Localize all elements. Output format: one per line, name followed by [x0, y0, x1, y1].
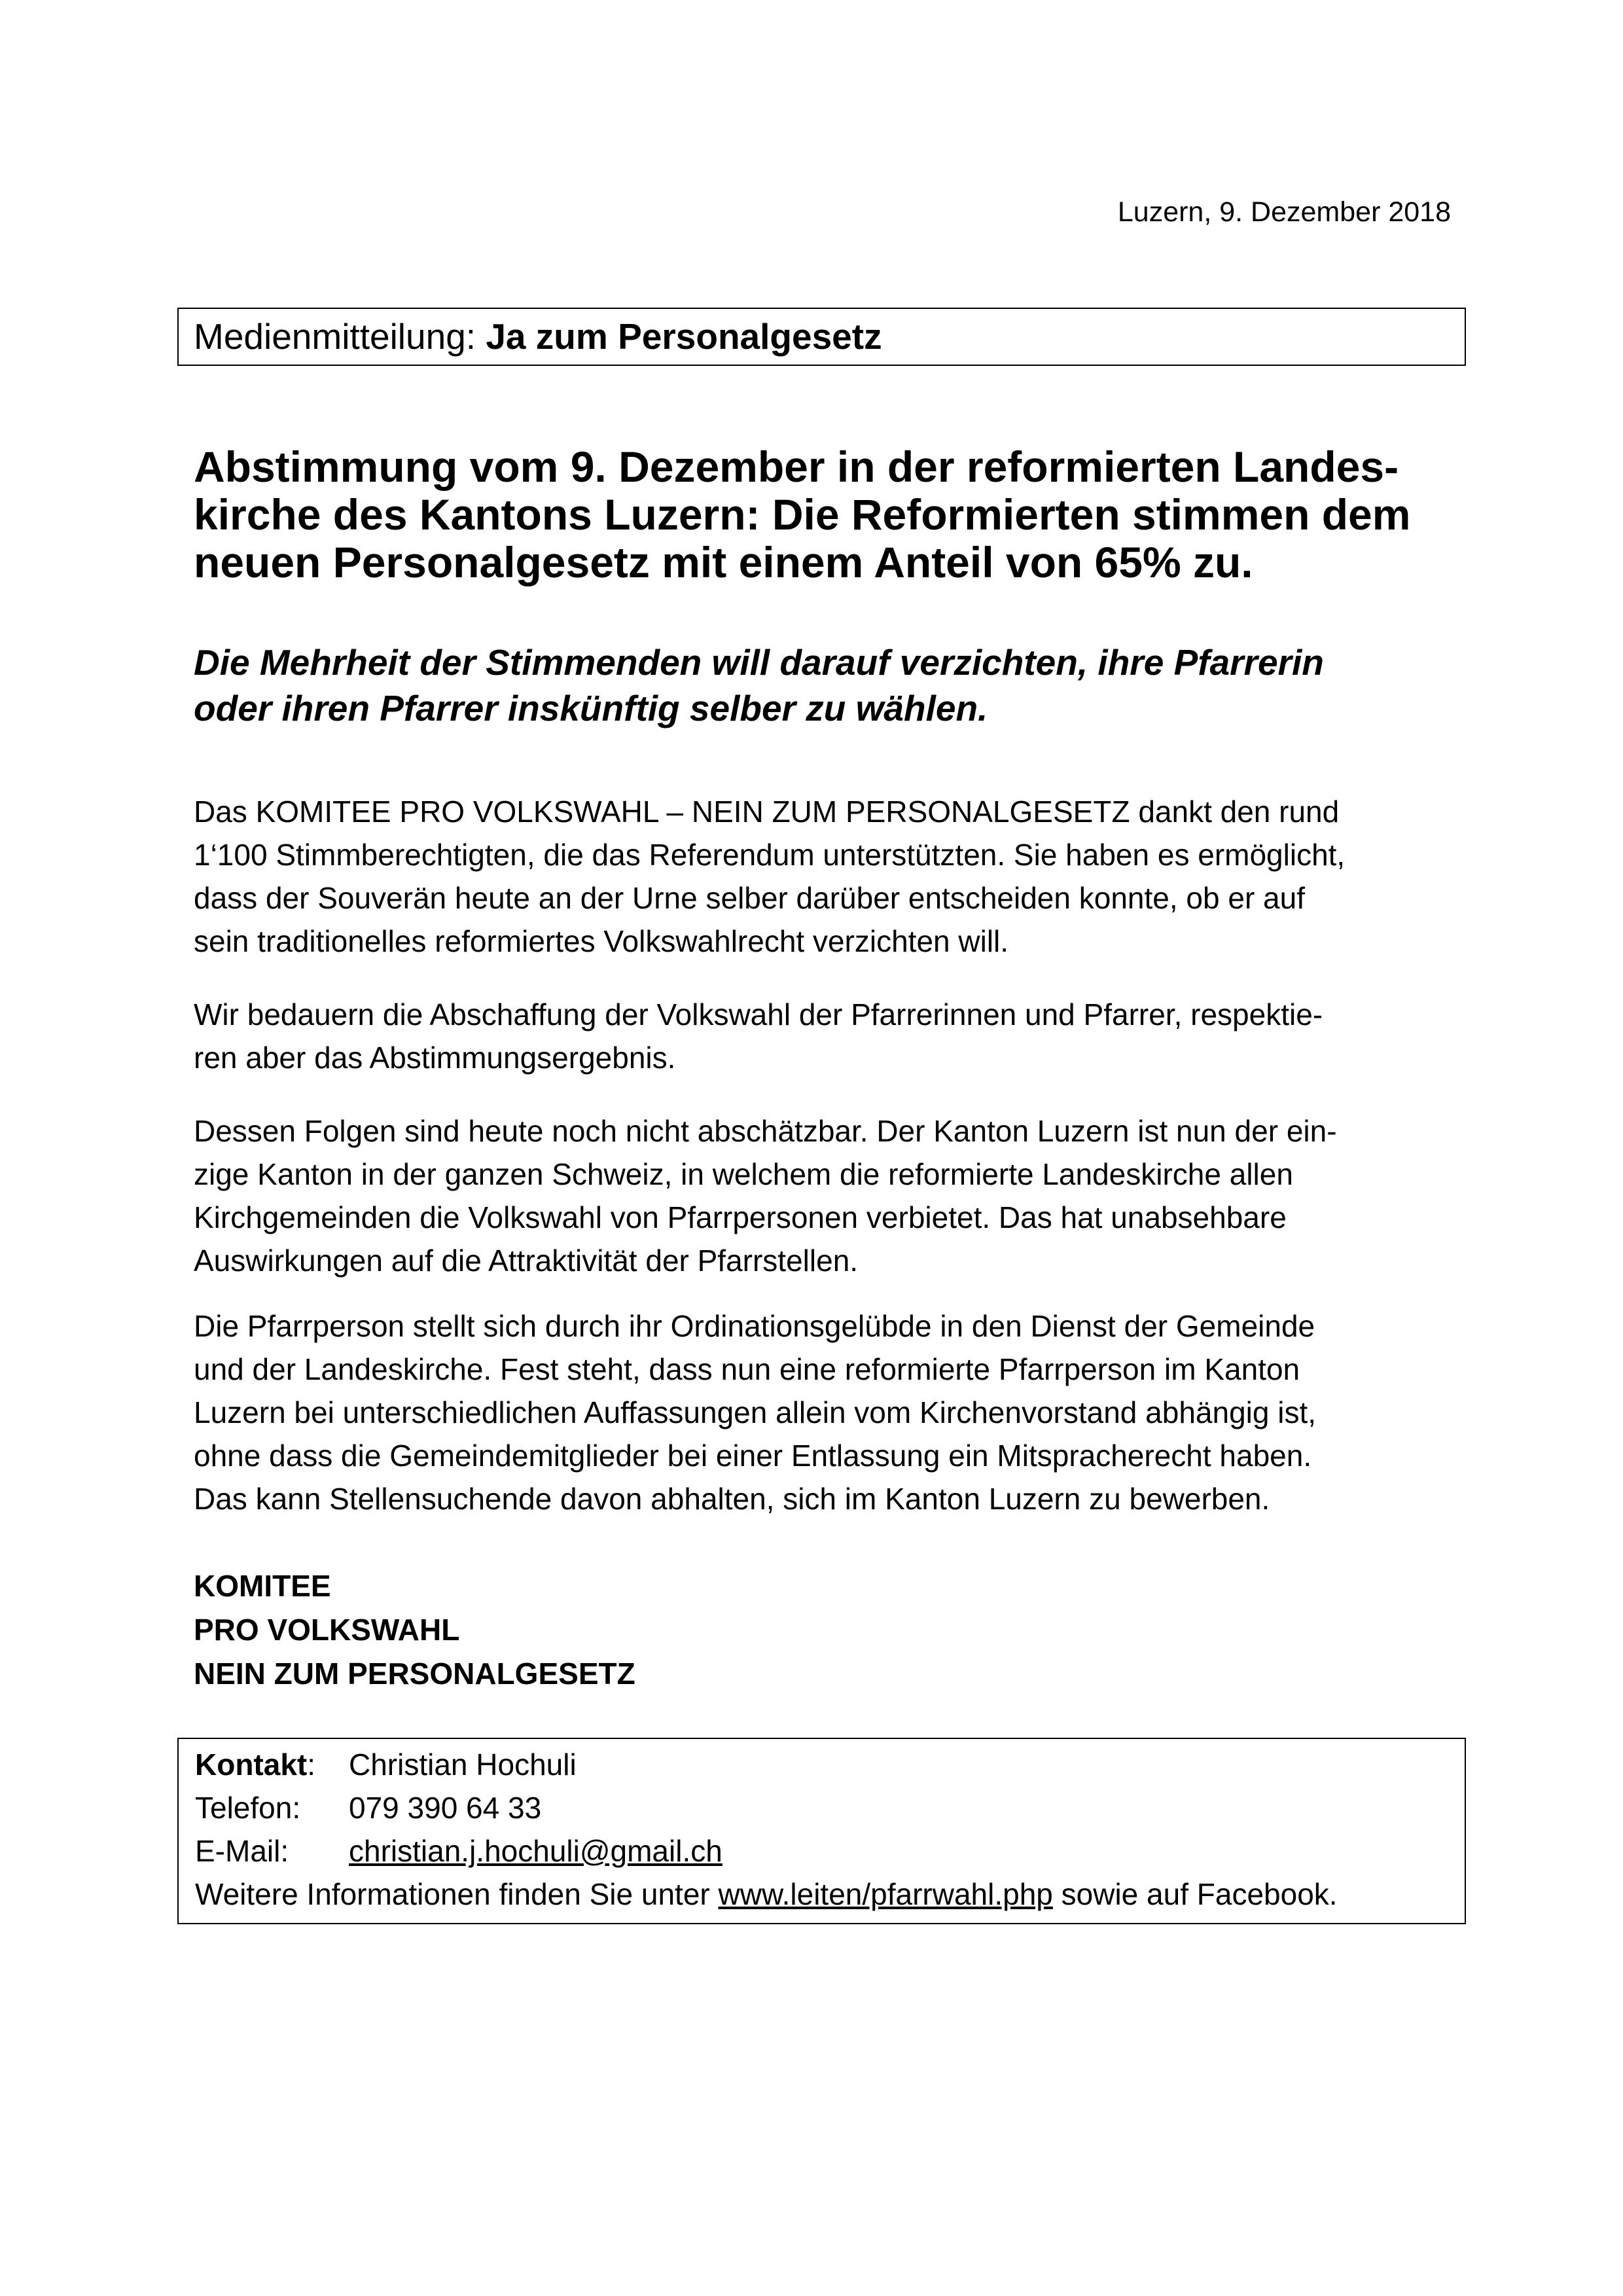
info-row — [195, 1873, 1465, 1916]
contact-label — [195, 1743, 349, 1786]
signature-line: PRO VOLKSWAHL — [194, 1613, 460, 1647]
paragraph-line: Auswirkungen auf die Attraktivität der Pfarrstellen. — [194, 1244, 859, 1278]
paragraph-consequences — [194, 1109, 1476, 1282]
headline-line: Abstimmung vom 9. Dezember in der reformierten Landes- — [194, 442, 1399, 491]
signature-line: NEIN ZUM PERSONALGESETZ — [194, 1657, 635, 1691]
paragraph-regret — [194, 993, 1476, 1079]
subject-title: Ja zum Personalgesetz — [486, 316, 882, 357]
paragraph-line: Luzern bei unterschiedlichen Auffassungen allein vom Kirchenvorstand abhängig ist, — [194, 1395, 1317, 1429]
date-line: Luzern, 9. Dezember 2018 — [1117, 196, 1451, 228]
contact-label-colon: : — [307, 1748, 316, 1782]
paragraph-line: Das kann Stellensuchende davon abhalten, sich im Kanton Luzern zu bewerben. — [194, 1482, 1270, 1516]
phone-value: 079 390 64 33 — [349, 1791, 542, 1825]
contact-name-row — [195, 1743, 1465, 1786]
paragraph-line: und der Landeskirche. Fest steht, dass nun eine reformierte Pfarrperson im Kanton — [194, 1352, 1300, 1386]
subheadline — [194, 639, 1476, 731]
phone-row — [195, 1786, 1465, 1829]
phone-label: Telefon: — [195, 1791, 301, 1825]
headline-line: neuen Personalgesetz mit einem Anteil von 65% zu. — [194, 538, 1253, 586]
paragraph-line: Dessen Folgen sind heute noch nicht abschätzbar. Der Kanton Luzern ist nun der ein- — [194, 1114, 1337, 1148]
contact-label-text: Kontakt — [195, 1748, 308, 1782]
email-row — [195, 1829, 1465, 1873]
paragraph-line: Die Pfarrperson stellt sich durch ihr Ordinationsgelübde in den Dienst der Gemeinde — [194, 1309, 1315, 1343]
contact-box — [177, 1738, 1466, 1924]
subject-label: Medienmitteilung: — [194, 316, 486, 357]
paragraph-line: dass der Souverän heute an der Urne selber darüber entscheiden konnte, ob er auf — [194, 881, 1306, 915]
paragraph-line: ohne dass die Gemeindemitglieder bei einer Entlassung ein Mitspracherecht haben. — [194, 1439, 1312, 1473]
subject-box — [177, 308, 1466, 366]
info-prefix: Weitere Informationen finden Sie unter — [195, 1877, 719, 1911]
paragraph-pastor — [194, 1304, 1476, 1520]
signature-block — [194, 1564, 635, 1696]
subheadline-line: oder ihren Pfarrer inskünftig selber zu wählen. — [194, 688, 988, 728]
paragraph-line: Das KOMITEE PRO VOLKSWAHL – NEIN ZUM PERSONALGESETZ dankt den rund — [194, 795, 1340, 829]
headline — [194, 443, 1476, 586]
email-label: E-Mail: — [195, 1834, 289, 1868]
email-link[interactable]: christian.j.hochuli@gmail.ch — [349, 1834, 722, 1868]
paragraph-line: ren aber das Abstimmungsergebnis. — [194, 1041, 676, 1075]
info-suffix: sowie auf Facebook. — [1052, 1877, 1338, 1911]
paragraph-line: sein traditionelles reformiertes Volkswahlrecht verzichten will. — [194, 924, 1009, 958]
paragraph-thanks — [194, 790, 1476, 963]
contact-name: Christian Hochuli — [349, 1748, 577, 1782]
website-link[interactable]: www.leiten/pfarrwahl.php — [718, 1877, 1053, 1911]
subheadline-line: Die Mehrheit der Stimmenden will darauf verzichten, ihre Pfarrerin — [194, 642, 1324, 683]
paragraph-line: Wir bedauern die Abschaffung der Volkswahl der Pfarrerinnen und Pfarrer, respektie- — [194, 997, 1323, 1031]
signature-line: KOMITEE — [194, 1569, 331, 1603]
headline-line: kirche des Kantons Luzern: Die Reformierten stimmen dem — [194, 490, 1411, 539]
paragraph-line: zige Kanton in der ganzen Schweiz, in welchem die reformierte Landeskirche allen — [194, 1157, 1293, 1191]
paragraph-line: Kirchgemeinden die Volkswahl von Pfarrpersonen verbietet. Das hat unabsehbare — [194, 1200, 1287, 1234]
paragraph-line: 1‘100 Stimmberechtigten, die das Referendum unterstützten. Sie haben es ermöglicht, — [194, 838, 1346, 872]
